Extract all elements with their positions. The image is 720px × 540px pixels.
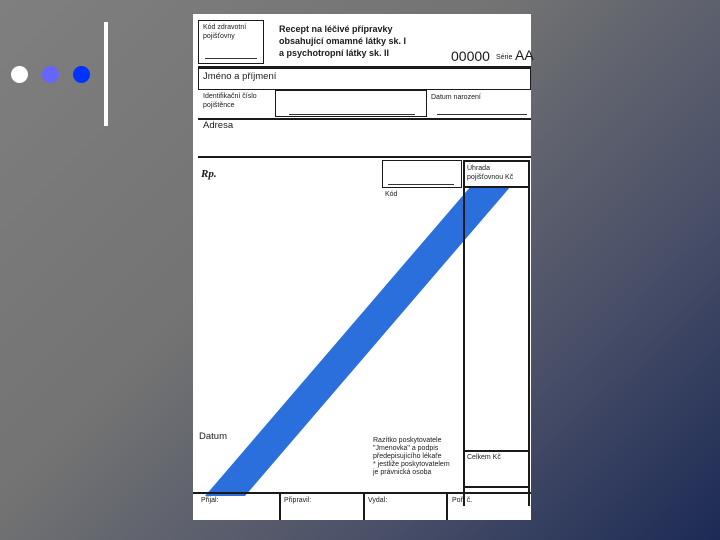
insurer-code-label-2: pojišťovny [203,33,235,40]
address-row-bottom [198,156,531,158]
series-value: AA [515,47,534,63]
form-title-line-3: a psychotropní látky sk. II [279,48,390,58]
rp-label: Rp. [201,168,217,180]
form-title-line-2: obsahující omamné látky sk. I [279,36,407,46]
received-label: Přijal: [201,497,219,504]
insurance-id-label-2: pojištěnce [203,102,235,109]
birth-date-ticks [437,110,527,115]
stamp-line-5: je právnická osoba [373,469,432,476]
serial-number: 00000 [451,48,490,64]
prepared-label: Připravil: [284,497,312,504]
bottom-divider-2 [363,492,365,520]
total-row-bottom [463,486,529,488]
prescription-form [193,14,534,520]
birth-date-label: Datum narození [431,94,481,101]
bottom-divider-1 [279,492,281,520]
stamp-line-1: Razítko poskytovatele [373,437,442,444]
payment-column-top [463,160,529,162]
payment-column-left [463,160,465,506]
insurer-code-label-1: Kód zdravotní [203,24,247,31]
bottom-row-top [193,492,531,494]
series-label: Série [496,54,513,61]
bottom-divider-3 [446,492,448,520]
stamp-line-4: * jestliže poskytovatelem [373,461,450,468]
stamp-line-3: předepisujícího lékaře [373,453,442,460]
date-label: Datum [199,431,227,442]
stamp-line-2: "Jmenovka" a podpis [373,445,439,452]
total-label: Celkem Kč [467,454,501,461]
bullet-light-blue-dot [42,66,59,83]
payment-column-right [528,160,530,506]
address-row-top [198,118,531,120]
dispensed-label: Vydal: [368,497,388,504]
accent-vertical-line [104,22,108,126]
name-label: Jméno a příjmení [203,71,277,82]
sequence-label: Poř. č. [452,497,473,504]
address-label: Adresa [203,120,234,131]
payment-label-2: pojišťovnou Kč [467,174,514,181]
insurance-id-label-1: Identifikační číslo [203,93,257,100]
bullet-blue-dot [73,66,90,83]
form-title-line-1: Recept na léčivé přípravky [279,24,393,34]
code-label: Kód [385,191,398,198]
total-row-top [463,450,529,452]
bullet-white-dot [11,66,28,83]
insurance-id-ticks [289,110,415,115]
code-ticks [388,180,454,185]
insurer-code-ticks [205,54,257,59]
payment-header-bottom [463,186,529,188]
payment-label-1: Úhrada [467,165,490,172]
